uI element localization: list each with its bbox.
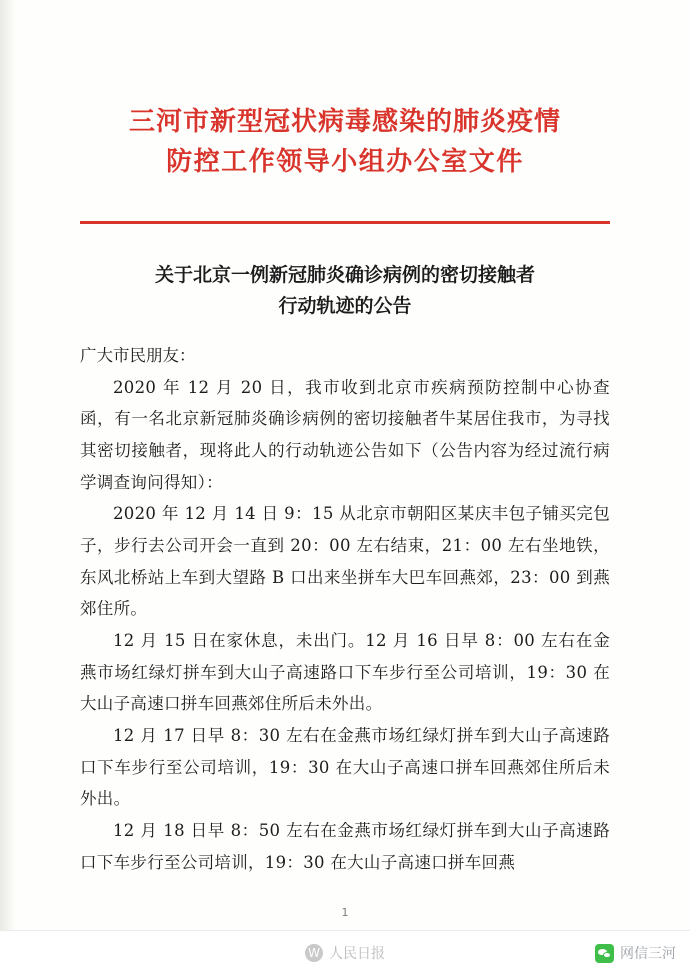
wechat-icon — [595, 944, 614, 963]
page-number: 1 — [341, 906, 349, 919]
document-salutation: 广大市民朋友： — [80, 346, 196, 366]
weibo-icon: W — [305, 944, 323, 962]
header-red-rule — [80, 221, 610, 224]
document-paragraph-3: 12 月 15 日在家休息，未出门。12 月 16 日早 8：00 左右在金燕市场红绿灯拼车到大山子高速路口下车步行至公司培训，19：30 在大山子高速口拼车回燕郊住所后未外出。 — [80, 631, 610, 714]
document-paragraph-1: 2020 年 12 月 20 日，我市收到北京市疾病预防控制中心协查函，有一名北京新冠肺炎确诊病例的密切接触者牛某居住我市，为寻找其密切接触者，现将此人的行动轨迹公告如下（公告内容为经过流行病学调查询问得知）： — [80, 377, 610, 492]
footer-watermark-bar — [0, 930, 690, 977]
document-header-title — [80, 102, 610, 183]
document-paragraph-2: 2020 年 12 月 14 日 9：15 从北京市朝阳区某庆丰包子铺买完包子，步行去公司开会一直到 20：00 左右结束，21：00 左右坐地铁，东风北桥站上车到大望路 B 口出来坐拼车大巴车回燕郊，23：00 到燕郊住所。 — [80, 504, 610, 619]
wechat-watermark-label: 网信三河 — [620, 946, 676, 962]
wechat-watermark — [595, 943, 676, 963]
weibo-watermark — [305, 943, 385, 963]
header-line-1: 三河市新型冠状病毒感染的肺炎疫情 — [128, 107, 561, 137]
subject-line-2: 行动轨迹的公告 — [278, 294, 412, 317]
weibo-watermark-label: 人民日报 — [329, 946, 385, 962]
header-line-2: 防控工作领导小组办公室文件 — [166, 147, 524, 178]
document-subject — [80, 260, 610, 323]
subject-line-1: 关于北京一例新冠肺炎确诊病例的密切接触者 — [154, 263, 535, 286]
document-paragraph-4: 12 月 17 日早 8：30 左右在金燕市场红绿灯拼车到大山子高速路口下车步行至公司培训，19：30 在大山子高速口拼车回燕郊住所后未外出。 — [80, 726, 610, 809]
document-paragraph-5: 12 月 18 日早 8：50 左右在金燕市场红绿灯拼车到大山子高速路口下车步行至公司培训，19：30 在大山子高速口拼车回燕 — [80, 821, 610, 872]
